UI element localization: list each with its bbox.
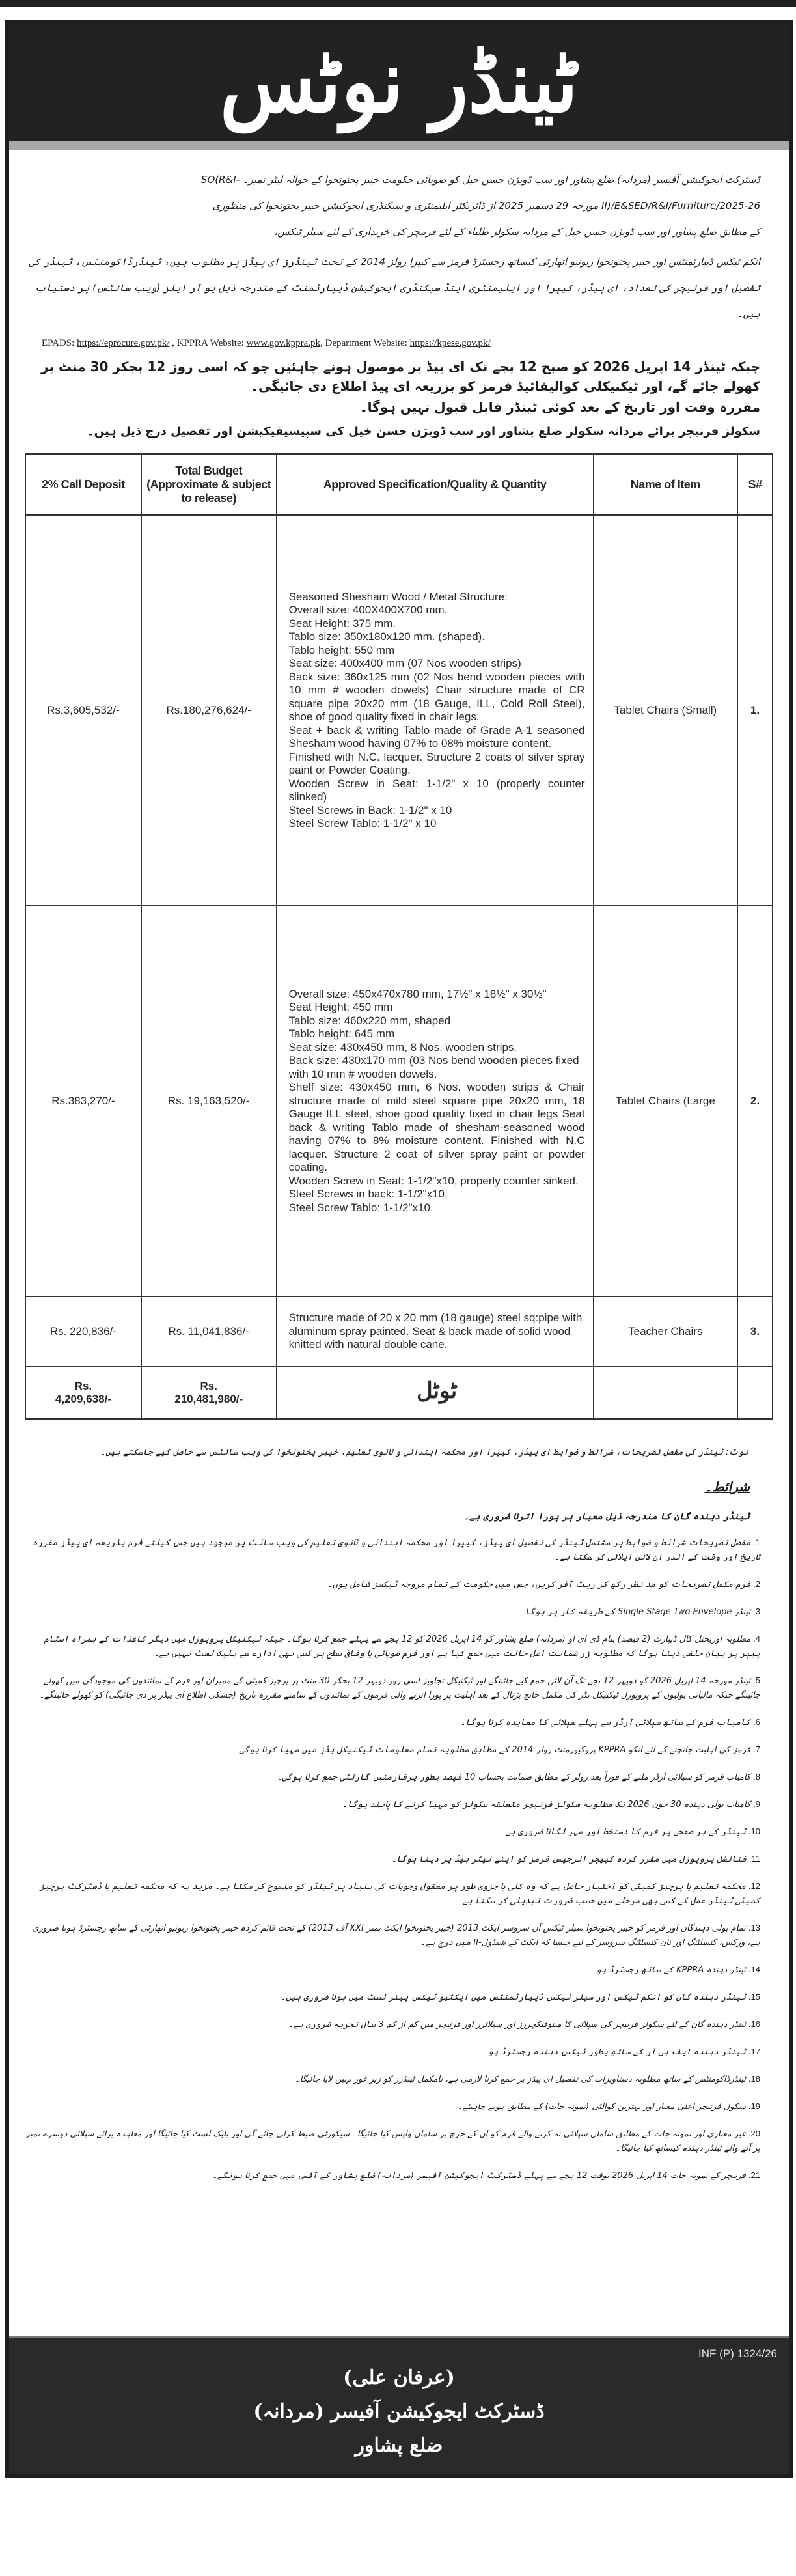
item-name-cell: Tablet Chairs (Large xyxy=(594,906,738,1296)
condition-text: ٹینڈر دہندہ ایف بی آر کے ساتھ بطور ٹیکس دہندہ رجسٹرڈ ہو۔ xyxy=(483,2047,746,2057)
table-row xyxy=(25,906,773,1296)
condition-item xyxy=(25,1770,760,1785)
condition-text: فرنیچر کے نمونہ جات 14 اپریل 2026 بوقت 12 بجے سے پہلے ڈسٹرکٹ ایجوکیشن آفیسر (مردانہ) ضلع پشاور کے آفس میں جمع کرنا ہونگے۔ xyxy=(212,2171,746,2181)
spec-line: Back size: 360x125 mm (02 Nos bend wooden pieces with 10 mm # wooden dowels) Chair structure made of CR square pipe 20x20 mm (18 Gauge, ILL, Cold Roll Steel), shoe of good quality fixed in chair legs. xyxy=(288,670,585,723)
serial-cell: 2. xyxy=(737,906,773,1296)
conditions-list xyxy=(25,1535,760,2183)
spec-cell xyxy=(277,515,594,906)
spec-line: Overall size: 400X400X700 mm. xyxy=(288,604,448,616)
condition-number: 13. xyxy=(748,1923,760,1933)
spec-line: with 10 mm # wooden dowels. xyxy=(288,1067,437,1080)
condition-item xyxy=(25,1632,760,1661)
spec-line: Steel Screw Tablo: 1-1/2" x 10 xyxy=(288,817,437,830)
condition-number: 14. xyxy=(748,1965,760,1974)
empty-cell xyxy=(737,1367,773,1419)
spec-table xyxy=(25,453,773,1420)
condition-text: مطلوبہ اوریجنل کال ڈیپازٹ (2 فیصد) بنام ڈی ای او (مردانہ) ضلع پشاور کو 14 اپریل 2026 کو 12 بجے سے پہلے جمع کرنا ہوگا۔ جبکہ ٹیکنیکل پروپوزل میں دیگر کاغذات کے ہمراہ اسٹام پیپر پر بیان حلفی دینا ہوگا کہ مطلوبہ زر ضمانت اصل حالت میں جمع کیا ہے اور فرم صوبائی یا وفاقی سطح پر کسی بھی ادارے سے بلیک لسٹ نہیں ہے۔ xyxy=(44,1634,760,1659)
header-spec: Approved Specification/Quality & Quantity xyxy=(277,454,594,515)
spec-cell xyxy=(277,1296,594,1367)
condition-text: تمام بولی دہندگان اور فرمز کو خیبر پختونخوا سیلز ٹیکس آن سروسز ایکٹ 2013 (خیبر پختونخوا ایکٹ نمبر XXI آف 2013) کے تحت قائم کردہ خیبر پختونخوا ریونیو اتھارٹی کے ساتھ رجسٹرڈ ہونا ضروری ہے، ورکس، کنسلٹنگ اور نان کنسلٹنگ سروسز کے لیے جیسا کہ ایکٹ کے شیڈول-II میں درج ہے۔ xyxy=(32,1924,760,1948)
spec-line: Tablo height: 550 mm xyxy=(288,643,395,656)
total-budget-prefix: Rs. xyxy=(200,1380,217,1392)
spec-line: Finished with N.C. lacquer. Structure 2 coats of silver spray paint or Powder Coating. xyxy=(288,750,585,776)
page-title: ٹینڈر نوٹس xyxy=(219,31,579,133)
inf-number: INF (P) 1324/26 xyxy=(698,2347,777,2360)
condition-text: کامیاب بولی دہندہ 30 جون 2026 تک مطلوبہ سکولز فرنیچر متعلقہ سکولز کو مہیا کرنے کا پابند ہوگا۔ xyxy=(342,1800,751,1810)
condition-text: سکول فرنیچر اعلیٰ معیار اور بہترین کوالٹی (نمونہ جات) کے مطابق ہونے چاہیئے۔ xyxy=(457,2102,746,2112)
condition-text: غیر معیاری اور نمونہ جات کے مطابق سامان سپلائی نہ کرنے والے فرم کو ان کے خرچ پر سامان واپس کیا جائیگا۔ سیکورٹی ضبط کرلی جائے گی اور بلیک لسٹ کیا جائیگا اور معاہدہ برائے سپلائی دوسرے نمبر پر آنے والے ٹینڈر دہندہ کیساتھ کیا جائیگا۔ xyxy=(25,2129,760,2153)
condition-item xyxy=(25,1715,760,1730)
condition-text: ٹینڈر دہندہ KPPRA کے ساتھ رجسٹرڈ ہو xyxy=(596,1965,746,1975)
condition-number: 11. xyxy=(748,1854,760,1864)
header-deposit: 2% Call Deposit xyxy=(25,454,141,515)
condition-item xyxy=(25,2168,760,2183)
condition-number: 1. xyxy=(753,1537,760,1547)
table-row xyxy=(25,515,773,906)
total-label-cell xyxy=(277,1367,594,1419)
condition-number: 19. xyxy=(748,2101,760,2111)
spec-line: Tablo size: 460x220 mm, shaped xyxy=(288,1014,451,1027)
condition-number: 8. xyxy=(753,1772,760,1782)
condition-text: فنانشل پروپوزل میں مقرر کردہ کیپچر انرجیس فرمز کو اپنے لیٹر ہیڈ پر دینا ہوگا۔ xyxy=(391,1855,747,1864)
condition-number: 12. xyxy=(748,1881,760,1891)
condition-number: 5. xyxy=(753,1675,760,1685)
dept-label: , Department Website: xyxy=(320,338,407,348)
spec-cell xyxy=(277,906,594,1296)
header-name: Name of Item xyxy=(594,454,738,515)
condition-text: کامیاب فرمز کو سپلائی آرڈر ملنے کے فوراً بعد رولز کے مطابق ضمانت بحساب 10 فیصد بطور پرفارمنس گارنٹی جمع کرنا ہوگی۔ xyxy=(277,1772,751,1782)
conditions-title: شرائط۔ xyxy=(704,1479,750,1494)
header-banner xyxy=(9,23,789,141)
condition-text: ٹینڈر Single Stage Two Envelope کے طریقہ کار پر ہوگا۔ xyxy=(519,1607,751,1617)
spec-line: Seat Height: 450 mm xyxy=(288,1001,393,1014)
spec-line: Tablo size: 350x180x120 mm. (shaped). xyxy=(288,630,486,643)
spec-line: Shelf size: 430x450 mm, 6 Nos. wooden strips & Chair structure made of mild steel square pipe 20x20 mm, 18 Gauge ILL steel, shoe good quality fixed in chair legs Seat back & writing Tablo made of shesham-seasoned wood having 07% to 8% moisture content. Finished with N.C lacquer. Structure 2 coat of silver spray paint or powder coating. xyxy=(288,1081,585,1174)
signatory-district: ضلع پشاور xyxy=(355,2434,443,2457)
condition-number: 20. xyxy=(748,2129,760,2138)
spec-line: Wooden Screw in Seat: 1-1/2" x 10 (properly counter slinked) xyxy=(288,777,585,803)
spec-line: Seat size: 400x400 mm (07 Nos wooden strips) xyxy=(288,657,521,669)
header-sn: S# xyxy=(737,454,773,515)
condition-item xyxy=(25,2127,760,2156)
spec-line: Seat Height: 375 mm. xyxy=(288,617,396,630)
condition-number: 16. xyxy=(748,2019,760,2029)
spec-subheading: سکولز فرنیچر برائے مردانہ سکولز ضلع پشاور اور سب ڈویژن حسن خیل کی سپیسیفیکیشن اور تفصیل درج ذیل ہیں۔ xyxy=(87,425,760,438)
condition-number: 4. xyxy=(753,1634,760,1644)
condition-number: 18. xyxy=(748,2074,760,2084)
spec-line: Seat size: 430x450 mm, 8 Nos. wooden strips. xyxy=(288,1041,517,1054)
condition-text: کامیاب فرم کے ساتھ سپلائی آرڈر سے پہلے سپلائی کا معاہدہ کرنا ہوگا۔ xyxy=(460,1718,751,1728)
spec-line: Overall size: 450x470x780 mm, 17½" x 18½" x 30½" xyxy=(288,987,547,1000)
spec-line: Back size: 430x170 mm (03 Nos bend wooden pieces fixed xyxy=(288,1054,579,1067)
header-divider xyxy=(9,141,789,150)
condition-number: 3. xyxy=(753,1606,760,1616)
condition-text: مفصل تصریحات شرائط و ضوابط پر مشتمل ٹینڈر کی تفصیل ای پیڈز، کیپرا اور محکمہ ابتدائی و ثانوی تعلیم کی ویب سائٹ پر موجود ہیں جس کیلئے فرم بذریعہ ای پیڈز مقررہ تاریخ اور وقت کے اندر آن لائن اپلائی کر سکتا ہے۔ xyxy=(33,1538,760,1562)
condition-text: ٹینڈر مورخہ 14 اپریل 2026 کو دوپہر 12 بجے تک آن لائن جمع کیے جائینگے اور ٹیکنیکل تجاویز اسی روز دوپہر 12 بجکر 30 منٹ پر پرچیز کمیٹی کے ممبران اور فرم کے نمائندوں کی موجودگی میں کھولے جائینگے جبکہ مالیاتی بولیوں کے پروپوزل ٹیکنیکل بڈز کی مکمل جانچ پڑتال کے بعد اہلیت پر پورا اترنے والی فرموں کے نمائندوں کے سامنے مقررہ تاریخ (جسکی اطلاع ای پیڈز پر دی جائیگی) کو کھولے جائینگے۔ xyxy=(39,1676,760,1700)
item-name-cell: Tablet Chairs (Small) xyxy=(594,515,738,906)
spec-line: Seat + back & writing Tablo made of Grade A-1 seasoned Shesham wood having 07% to 08% moisture content. xyxy=(288,723,585,749)
condition-number: 17. xyxy=(748,2047,760,2056)
condition-item xyxy=(25,1990,760,2005)
condition-item xyxy=(25,1797,760,1812)
deposit-cell: Rs.3,605,532/- xyxy=(25,515,141,906)
table-header-row xyxy=(25,454,773,515)
condition-text: فرمز کی اہلیت جانچنے کے لئے انکو KPPRA پروکیورمنٹ رولز 2014 کے مطابق مطلوبہ تمام معلومات ٹیکنیکل بڈز میں مہیا کرنا ہوگی۔ xyxy=(234,1745,751,1755)
total-deposit-prefix: Rs. xyxy=(74,1380,92,1392)
serial-cell: 3. xyxy=(737,1296,773,1367)
condition-item xyxy=(25,1852,760,1867)
total-deposit-value: 4,209,638/- xyxy=(55,1393,111,1405)
kppra-link[interactable]: www.gov.kppra.pk xyxy=(246,338,320,348)
total-deposit-cell xyxy=(25,1367,141,1419)
spec-line: Steel Screws in back: 1-1/2"x10. xyxy=(288,1188,448,1201)
opening-info xyxy=(25,357,760,417)
deposit-cell: Rs.383,270/- xyxy=(25,906,141,1296)
kppra-label: , KPPRA Website: xyxy=(172,338,244,348)
total-label: ٹوٹل xyxy=(416,1377,458,1404)
condition-item xyxy=(25,2017,760,2032)
deposit-cell: Rs. 220,836/- xyxy=(25,1296,141,1367)
condition-item xyxy=(25,1963,760,1978)
condition-item xyxy=(25,1921,760,1950)
condition-number: 15. xyxy=(748,1992,760,2002)
opening-text: جبکہ ٹینڈر 14 اپریل 2026 کو صبح 12 بجے تک ای پیڈ پر موصول ہونے چاہئیں جو کہ اسی روز 12 بجکر 30 منٹ پر کھولے جائے گے، اور ٹیکنیکلی کوالیفائیڈ فرمز کو بزریعہ ای پیڈ اطلاع دی جائیگی۔ xyxy=(40,359,760,394)
epads-label: EPADS: xyxy=(42,338,75,348)
condition-item xyxy=(25,1535,760,1565)
budget-cell: Rs. 11,041,836/- xyxy=(141,1296,277,1367)
spec-line: Structure made of 20 x 20 mm (18 gauge) steel sq:pipe with aluminum spray painted. Seat & back made of solid wood knitted with natural double cane. xyxy=(288,1311,583,1351)
condition-number: 7. xyxy=(753,1744,760,1754)
website-links xyxy=(25,336,760,350)
intro-paragraph-1: ڈسٹرکٹ ایجوکیشن آفیسر (مردانہ) ضلع پشاور اور سب ڈویژن حسن خیل کو صوبائی حکومت خیبر پختونخوا کے حوالہ لیٹر نمبر۔ SO(R&I-II)/E&SED/R&I/Furniture/2025-26 مورخہ 29 دسمبر 2025 از ڈائریکٹر ایلیمنٹری و سیکنڈری ایجوکیشن خیبر پختونخوا کی منظوری کے مطابق ضلع پشاور اور سب ڈویژن حسن خیل کے مردانہ سکولز طلباء کے لئے فرنیچر کی خریداری کے لئے سیلز ٹیکس، xyxy=(200,174,760,238)
spec-line: Steel Screw Tablo: 1-1/2"x10. xyxy=(288,1201,433,1214)
total-row xyxy=(25,1367,773,1419)
condition-item xyxy=(25,1879,760,1909)
note-text: نوٹ: ٹینڈر کی مفصل تصریحات، شرائط و ضوابط ای پیڈز، کیپرا اور محکمہ ابتدائی و ثانوی تعلیم، خیبر پختونخوا کی ویب سائٹس سے حاصل کیے جاسکتے ہیں۔ xyxy=(100,1448,748,1457)
top-strip xyxy=(0,0,796,7)
condition-item xyxy=(25,2045,760,2060)
condition-number: 21. xyxy=(748,2170,760,2180)
condition-item xyxy=(25,1673,760,1703)
condition-text: فرم مکمل تصریحات کو مد نظر رکھ کر ریٹ آفر کریں، جس میں حکومت کے تمام مروجہ ٹیکسز شامل ہوں۔ xyxy=(327,1580,751,1589)
condition-number: 6. xyxy=(753,1717,760,1727)
condition-number: 9. xyxy=(753,1799,760,1809)
department-link[interactable]: https://kpese.gov.pk/ xyxy=(409,338,491,348)
total-budget-cell xyxy=(141,1367,277,1419)
signatory-name: (عرفان علی) xyxy=(343,2366,455,2389)
notice-content xyxy=(9,150,789,2336)
epads-link[interactable]: https://eprocure.gov.pk/ xyxy=(77,338,170,348)
condition-item xyxy=(25,2099,760,2114)
condition-item xyxy=(25,2072,760,2087)
intro-paragraph-2: انکم ٹیکس ڈیپارٹمنٹس اور خیبر پختونخوا ریونیو اتھارٹی کیساتھ رجسٹرڈ فرمز سے کیپرا رولز 2014 کے تحت ٹینڈرز ای پیڈز پر مطلوب ہیں، ٹینڈرڈاکومنٹس، ٹینڈر کی تفصیل اور فرنیچر کی تعداد، ای پیڈز، کیپرا اور ایلیمنٹری اینڈ سیکنڈری ایجوکیشن ڈیپارٹمنٹ کے مندرجہ ذیل یو آر ایلز (ویب سائٹس) پر دستیاب ہیں۔ xyxy=(29,256,760,320)
condition-item xyxy=(25,1577,760,1592)
spec-line: Steel Screws in Back: 1-1/2" x 10 xyxy=(288,804,452,817)
serial-cell: 1. xyxy=(737,515,773,906)
budget-cell: Rs. 19,163,520/- xyxy=(141,906,277,1296)
header-budget: Total Budget (Approximate & subject to release) xyxy=(141,454,277,515)
notice-frame xyxy=(5,20,793,2478)
condition-item xyxy=(25,1743,760,1757)
condition-text: محکمہ تعلیم یا پرچیز کمیٹی کو اختیار حاصل ہے کہ وہ کلی یا جزوی طور پر معقول وجوہات کی بنیاد پر ٹینڈر کو منسوخ کر سکتا ہے۔ مزید یہ کہ محکمہ تعلیم یا ڈسٹرکٹ پرچیز کمیٹی ٹینڈر عمل کے کسی بھی مرحلے میں حسب ضرورت تبدیلی کر سکتا ہے۔ xyxy=(39,1882,760,1906)
spec-line: Tablo height: 645 mm xyxy=(288,1028,395,1041)
spec-line: Seasoned Shesham Wood / Metal Structure: xyxy=(288,590,508,603)
condition-item xyxy=(25,1604,760,1619)
spec-line: Wooden Screw in Seat: 1-1/2"x10, properly counter sinked. xyxy=(288,1174,579,1187)
empty-cell xyxy=(594,1367,738,1419)
condition-number: 10. xyxy=(748,1827,760,1836)
condition-text: ٹینڈر کے ہر صفحے پر فرم کا دستخط اور مہر لگانا ضروری ہے۔ xyxy=(500,1827,746,1837)
signatory-title: ڈسٹرکٹ ایجوکیشن آفیسر (مردانہ) xyxy=(253,2400,545,2423)
table-row xyxy=(25,1296,773,1367)
condition-item xyxy=(25,1825,760,1840)
conditions-intro: ٹینڈر دہندہ گان کا مندرجہ ذیل معیار پر پورا اترنا ضروری ہے۔ xyxy=(463,1511,750,1522)
budget-cell: Rs.180,276,624/- xyxy=(141,515,277,906)
condition-text: ٹینڈر دہندہ گان کو انکم ٹیکس اور سیلز ٹیکس ڈیپارٹمنٹس میں ایکٹیو ٹیکس پیئر لسٹ میں ہونا ضروری ہیں۔ xyxy=(281,1993,746,2002)
condition-text: ٹینڈر دہندہ گان کے لئے سکولز فرنیچر کی سپلائی کا مینوفیکچررز اور سپلائرز اور فرنیچر میں کم از کم 3 سال تجربہ ضروری ہے۔ xyxy=(288,2020,746,2030)
item-name-cell: Teacher Chairs xyxy=(594,1296,738,1367)
footer-banner xyxy=(9,2336,789,2474)
condition-number: 2. xyxy=(753,1579,760,1589)
condition-text: ٹینڈرڈاکومنٹس کے ساتھ مطلوبہ دستاویزات کی تفصیل ای پیڈز پر جمع کرنا لازمی ہے، نامکمل ٹینڈرز کو زیر غور نہیں لایا جائیگا۔ xyxy=(295,2075,746,2084)
total-budget-value: 210,481,980/- xyxy=(174,1393,243,1405)
deadline-note: مقررہ وقت اور تاریخ کے بعد کوئی ٹینڈر قابل قبول نہیں ہوگا۔ xyxy=(359,399,760,415)
